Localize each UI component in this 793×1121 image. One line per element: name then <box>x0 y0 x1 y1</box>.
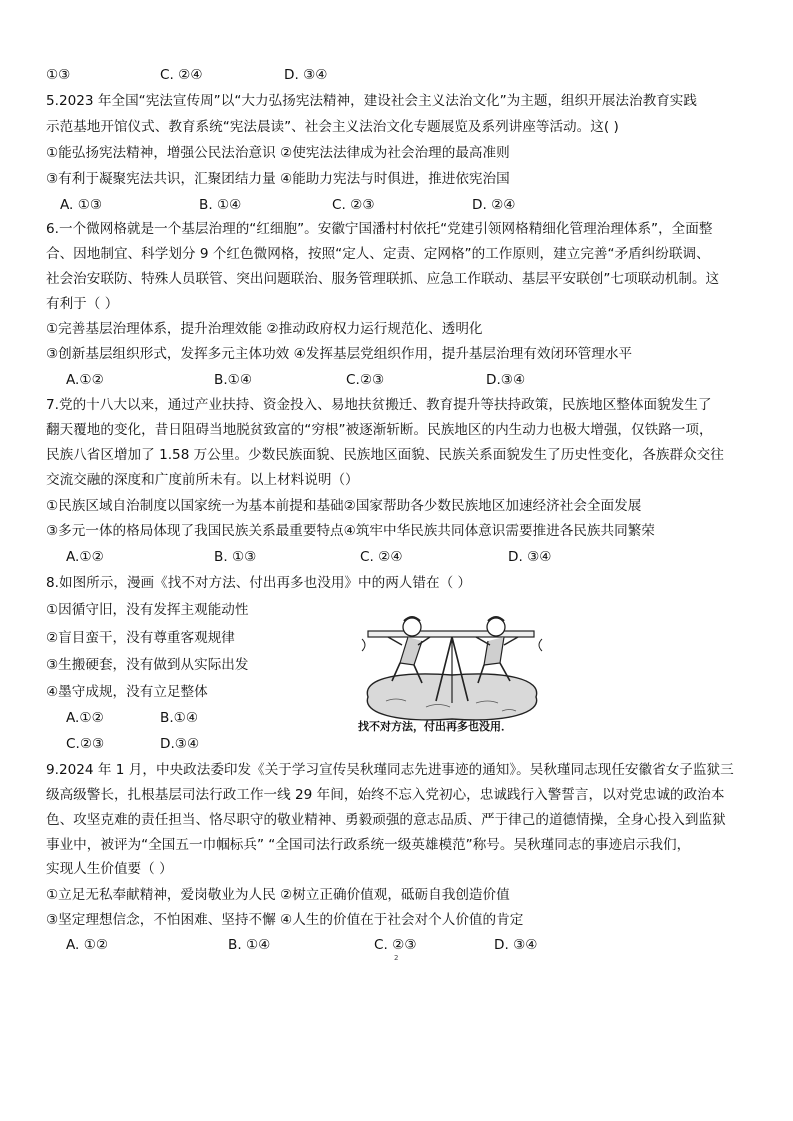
question-stem: 8.如图所示，漫画《找不对方法、付出再多也没用》中的两人错在（ ） <box>46 575 472 591</box>
statement: ①因循守旧，没有发挥主观能动性 <box>46 602 249 618</box>
statement: ③坚定理想信念，不怕困难、坚持不懈 ④人生的价值在于社会对个人价值的肯定 <box>46 912 524 928</box>
statement: ①立足无私奉献精神，爱岗敬业为人民 ②树立正确价值观，砥砺自我创造价值 <box>46 887 510 903</box>
option-a: A.①② <box>66 549 104 565</box>
option-d: D. ③④ <box>508 549 552 565</box>
statement: ③有利于凝聚宪法共识，汇聚团结力量 ④能助力宪法与时俱进，推进依宪治国 <box>46 171 510 187</box>
option-b: B.①④ <box>214 372 253 388</box>
option-b: B. ①④ <box>199 197 242 213</box>
question-stem: 级高级警长，扎根基层司法行政工作一线 29 年间，始终不忘入党初心，忠诚践行入警誓言，以对党忠诚的政治本 <box>46 787 725 803</box>
option: C. ②④ <box>160 67 203 83</box>
option-d: D.③④ <box>160 736 200 752</box>
question-stem: 民族八省区增加了 1.58 万公里。少数民族面貌、民族地区面貌、民族关系面貌发生了历史性变化，各族群众交往 <box>46 447 724 463</box>
option-d: D.③④ <box>486 372 526 388</box>
statement: ③多元一体的格局体现了我国民族关系最重要特点④筑牢中华民族共同体意识需要推进各民族共同繁荣 <box>46 523 655 539</box>
option-d: D. ②④ <box>472 197 516 213</box>
statement: ①能弘扬宪法精神，增强公民法治意识 ②使宪法法律成为社会治理的最高准则 <box>46 145 510 161</box>
option-a: A.①② <box>66 710 104 726</box>
option-c: C.②③ <box>346 372 385 388</box>
option-c: C.②③ <box>66 736 105 752</box>
option-b: B. ①③ <box>214 549 257 565</box>
cartoon-illustration <box>356 601 548 735</box>
statement: ①完善基层治理体系，提升治理效能 ②推动政府权力运行规范化、透明化 <box>46 321 483 337</box>
question-stem: 9.2024 年 1 月，中央政法委印发《关于学习宣传吴秋瑾同志先进事迹的通知》。吴秋瑾同志现任安徽省女子监狱三 <box>46 762 734 778</box>
question-stem: 实现人生价值要（ ） <box>46 861 173 877</box>
question-stem: 5.2023 年全国“宪法宣传周”以“大力弘扬宪法精神，建设社会主义法治文化”为主题，组织开展法治教育实践 <box>46 93 697 109</box>
question-stem: 有利于（ ） <box>46 296 119 312</box>
option-c: C. ②③ <box>374 937 417 953</box>
option-d: D. ③④ <box>494 937 538 953</box>
question-stem: 7.党的十八大以来，通过产业扶持、资金投入、易地扶贫搬迁、教育提升等扶持政策，民族地区整体面貌发生了 <box>46 397 712 413</box>
question-stem: 合、因地制宜、科学划分 9 个红色微网格，按照“定人、定责、定网格”的工作原则，建立完善“矛盾纠纷联调、 <box>46 246 710 262</box>
question-stem: 示范基地开馆仪式、教育系统“宪法晨读”、社会主义法治文化专题展览及系列讲座等活动。这( ) <box>46 119 619 135</box>
page-number: 2 <box>394 954 399 962</box>
statement: ①民族区域自治制度以国家统一为基本前提和基础②国家帮助各少数民族地区加速经济社会全面发展 <box>46 498 642 514</box>
option-b: B. ①④ <box>228 937 271 953</box>
question-stem: 社会治安联防、特殊人员联管、突出问题联治、服务管理联抓、应急工作联动、基层平安联创”七项联动机制。这 <box>46 271 720 287</box>
option-c: C. ②④ <box>360 549 403 565</box>
question-stem: 翻天覆地的变化，昔日阻碍当地脱贫致富的“穷根”被逐渐斩断。民族地区的内生动力也极大增强，仅铁路一项， <box>46 422 713 438</box>
statement: ③创新基层组织形式，发挥多元主体功效 ④发挥基层党组织作用，提升基层治理有效闭环管理水平 <box>46 346 633 362</box>
statement: ④墨守成规，没有立足整体 <box>46 684 208 700</box>
option-a: A.①② <box>66 372 104 388</box>
cartoon-caption: 找不对方法，付出再多也没用． <box>358 720 512 733</box>
option: D. ③④ <box>284 67 328 83</box>
question-stem: 色、攻坚克难的责任担当、恪尽职守的敬业精神、勇毅顽强的意志品质、严于律己的道德情操，全身心投入到监狱 <box>46 812 726 828</box>
question-stem: 事业中，被评为“全国五一巾帼标兵” “全国司法行政系统一级英雄模范”称号。吴秋瑾同志的事迹启示我们， <box>46 837 691 853</box>
option: ①③ <box>46 67 71 83</box>
option-a: A. ①③ <box>60 197 103 213</box>
statement: ③生搬硬套，没有做到从实际出发 <box>46 657 249 673</box>
option-b: B.①④ <box>160 710 199 726</box>
option-a: A. ①② <box>66 937 109 953</box>
question-stem: 交流交融的深度和广度前所未有。以上材料说明（） <box>46 472 359 488</box>
option-c: C. ②③ <box>332 197 375 213</box>
statement: ②盲目蛮干，没有尊重客观规律 <box>46 630 235 646</box>
question-stem: 6.一个微网格就是一个基层治理的“红细胞”。安徽宁国潘村村依托“党建引领网格精细化管理治理体系”，全面整 <box>46 221 713 237</box>
